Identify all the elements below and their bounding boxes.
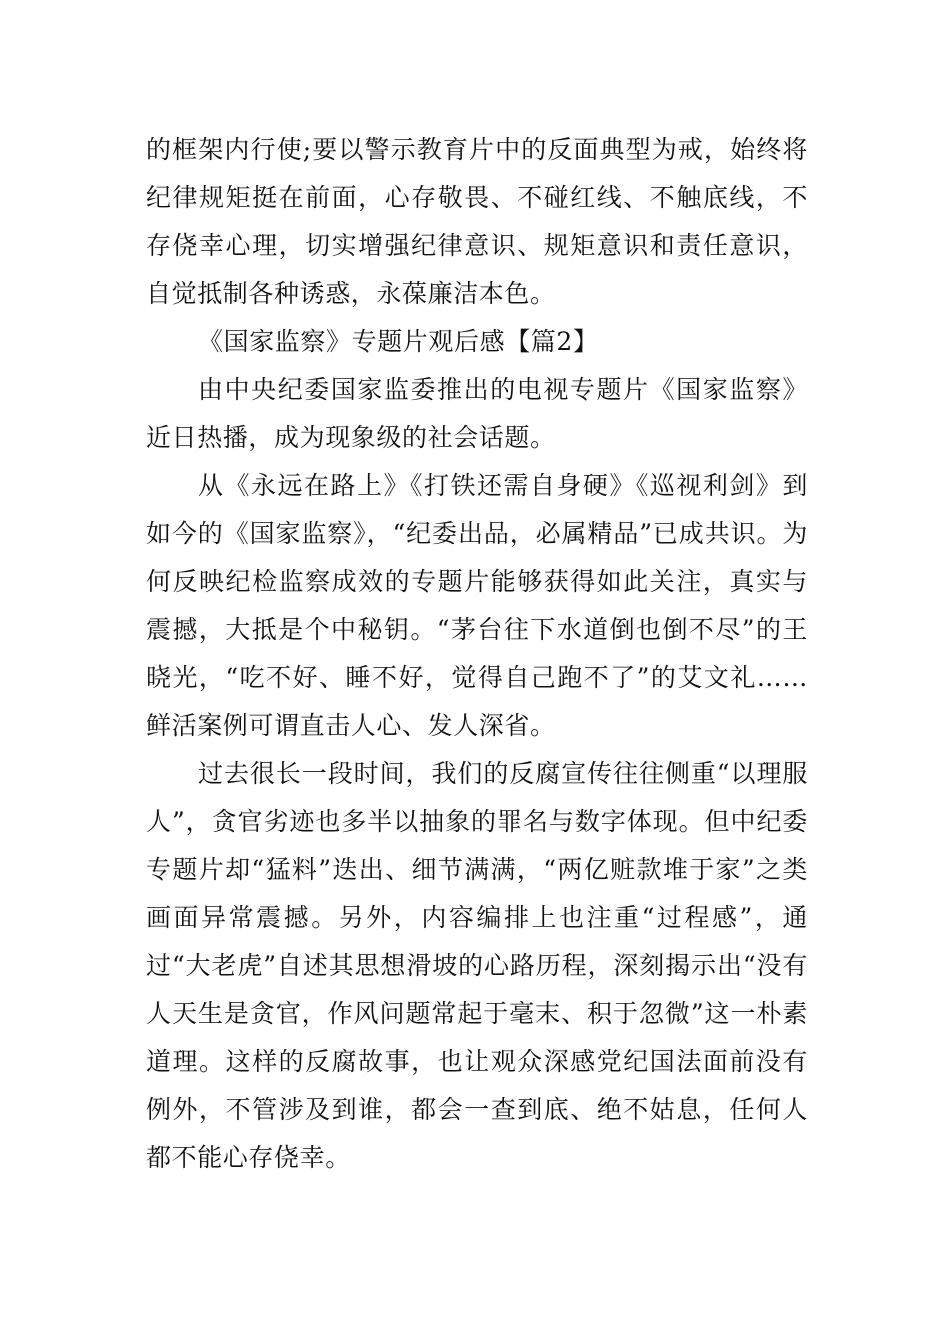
paragraph-series: 从《永远在路上》《打铁还需自身硬》《巡视利剑》到如今的《国家监察》，“纪委出品，必属精品”已成共识。为何反映纪检监察成效的专题片能够获得如此关注，真实与震撼，大抵是个中秘钥。“茅台往下水道倒也倒不尽”的王晓光，“吃不好、睡不好，觉得自己跑不了”的艾文礼……鲜活案例可谓直击人心、发人深省。 — [146, 471, 808, 740]
paragraph-analysis: 过去很长一段时间，我们的反腐宣传往往侧重“以理服人”，贪官劣迹也多半以抽象的罪名与数字体现。但中纪委专题片却“猛料”迭出、细节满满，“两亿赃款堆于家”之类画面异常震撼。另外，内容编排上也注重“过程感”，通过“大老虎”自述其思想滑坡的心路历程，深刻揭示出“没有人天生是贪官，作风问题常起于毫末、积于忽微”这一朴素道理。这样的反腐故事，也让观众深感党纪国法面前没有例外，不管涉及到谁，都会一查到底、绝不姑息，任何人都不能心存侥幸。 — [146, 759, 808, 1172]
paragraph-intro: 由中央纪委国家监委推出的电视专题片《国家监察》近日热播，成为现象级的社会话题。 — [146, 375, 808, 452]
section-heading: 《国家监察》专题片观后感【篇2】 — [198, 327, 599, 356]
document-page — [146, 126, 808, 1182]
paragraph-continuation: 的框架内行使;要以警示教育片中的反面典型为戒，始终将纪律规矩挺在前面，心存敬畏、不碰红线、不触底线，不存侥幸心理，切实增强纪律意识、规矩意识和责任意识，自觉抵制各种诱惑，永葆廉洁本色。 — [146, 135, 808, 308]
